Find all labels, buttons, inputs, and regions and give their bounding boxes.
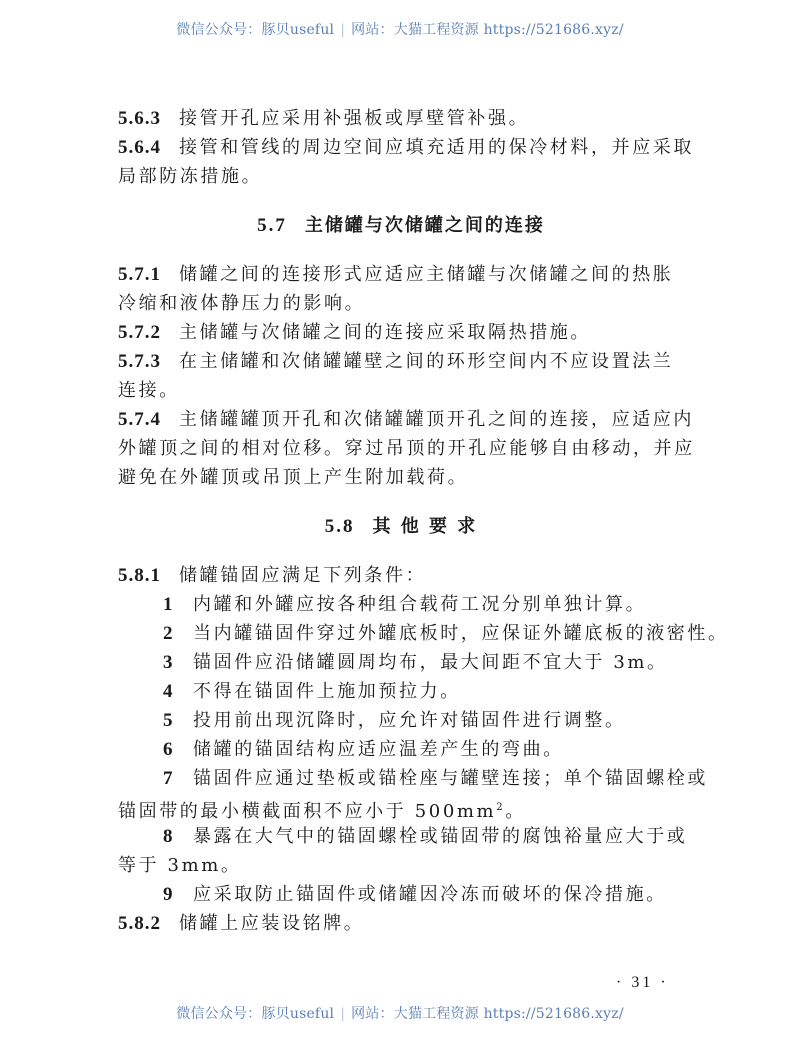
page-number: · 31 · — [616, 974, 669, 991]
separator: | — [340, 22, 346, 38]
clause-5-6-3: 5.6.3 接管开孔应采用补强板或厚壁管补强。 — [118, 108, 530, 129]
document-body — [118, 104, 729, 938]
site-label: 网站：大猫工程资源 https://521686.xyz/ — [351, 1006, 624, 1022]
watermark-header — [0, 19, 800, 39]
clause-5-6-4: 5.6.4 接管和管线的周边空间应填充适用的保冷材料，并应采取 — [118, 137, 694, 158]
list-item-6: 6 储罐的锚固结构应适应温差产生的弯曲。 — [163, 739, 564, 760]
list-item-2: 2 当内罐锚固件穿过外罐底板时，应保证外罐底板的液密性。 — [163, 623, 729, 644]
watermark-footer — [0, 1003, 800, 1023]
list-item-1: 1 内罐和外罐应按各种组合载荷工况分别单独计算。 — [163, 594, 647, 615]
clause-5-7-4-cont1: 外罐顶之间的相对位移。穿过吊顶的开孔应能够自由移动，并应 — [118, 438, 695, 459]
clause-5-7-2: 5.7.2 主储罐与次储罐之间的连接应采取隔热措施。 — [118, 322, 591, 343]
clause-5-7-4-cont2: 避免在外罐顶或吊顶上产生附加载荷。 — [118, 467, 469, 488]
clause-5-6-4-cont: 局部防冻措施。 — [118, 166, 263, 187]
list-item-5: 5 投用前出现沉降时，应允许对锚固件进行调整。 — [163, 710, 626, 731]
wechat-label: 微信公众号：豚贝useful — [176, 1006, 335, 1022]
section-heading-5-8: 5.8 其 他 要 求 — [324, 516, 478, 537]
section-heading-5-7: 5.7 主储罐与次储罐之间的连接 — [257, 215, 545, 236]
clause-5-8-2: 5.8.2 储罐上应装设铭牌。 — [118, 913, 365, 934]
clause-5-7-4: 5.7.4 主储罐罐顶开孔和次储罐罐顶开孔之间的连接，应适应内 — [118, 409, 694, 430]
clause-5-7-3-cont: 连接。 — [118, 380, 180, 401]
list-item-9: 9 应采取防止锚固件或储罐因冷冻而破坏的保冷措施。 — [163, 884, 667, 905]
list-item-8-cont: 等于 3mm。 — [118, 855, 242, 876]
clause-5-7-1-cont: 冷缩和液体静压力的影响。 — [118, 293, 366, 314]
list-item-7: 7 锚固件应通过垫板或锚栓座与罐壁连接；单个锚固螺栓或 — [163, 768, 708, 789]
list-item-7-cont: 锚固带的最小横截面积不应小于 $500mm^2$。 — [118, 801, 526, 822]
wechat-label: 微信公众号：豚贝useful — [176, 22, 335, 38]
clause-5-7-3: 5.7.3 在主储罐和次储罐罐壁之间的环形空间内不应设置法兰 — [118, 351, 674, 372]
list-item-3: 3 锚固件应沿储罐圆周均布，最大间距不宜大于 3m。 — [163, 652, 668, 673]
site-label: 网站：大猫工程资源 https://521686.xyz/ — [351, 22, 624, 38]
separator: | — [340, 1006, 346, 1022]
clause-5-8-1: 5.8.1 储罐锚固应满足下列条件： — [118, 565, 427, 586]
clause-5-7-1: 5.7.1 储罐之间的连接形式应适应主储罐与次储罐之间的热胀 — [118, 264, 674, 285]
list-item-4: 4 不得在锚固件上施加预拉力。 — [163, 681, 461, 702]
list-item-8: 8 暴露在大气中的锚固螺栓或锚固带的腐蚀裕量应大于或 — [163, 826, 688, 847]
